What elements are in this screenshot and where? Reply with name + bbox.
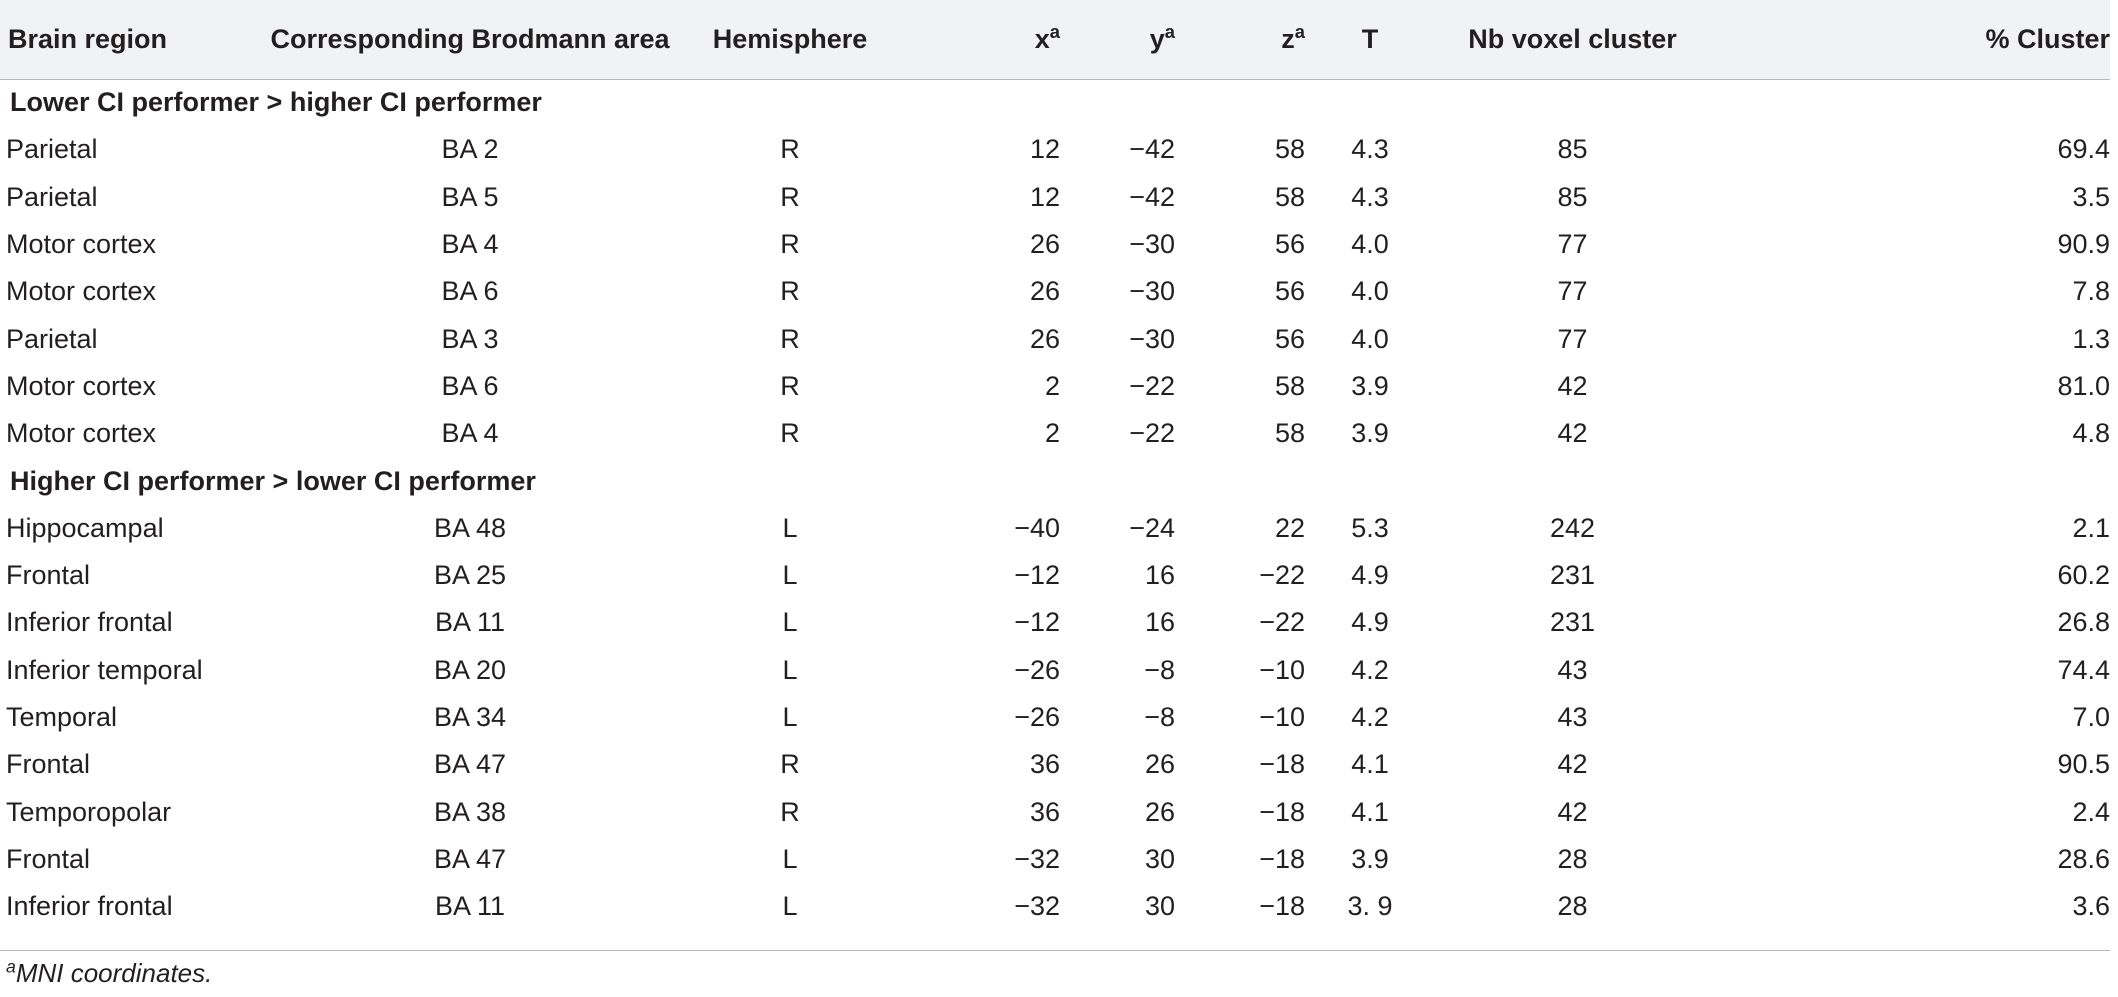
cell-brodmann-area: BA 34: [433, 702, 507, 732]
cell-nb-voxel: 85: [1557, 134, 1588, 165]
cell-pct-cluster: 4.8: [2072, 418, 2110, 449]
cell-y: −8: [1144, 702, 1175, 732]
cell-z: −22: [1259, 560, 1305, 591]
cell-nb-voxel: 42: [1557, 796, 1588, 827]
cell-z: −10: [1259, 654, 1305, 685]
cell-y: 26: [1144, 796, 1175, 827]
cell-t: 4.9: [1351, 560, 1389, 591]
cell-brain-region: Frontal: [6, 560, 91, 591]
cell-t: 4.2: [1351, 702, 1389, 732]
cell-hemisphere: R: [780, 229, 800, 260]
table-row: [0, 788, 2110, 835]
cell-x: −32: [1014, 843, 1060, 874]
header-y-label: y: [1149, 23, 1165, 54]
cell-brain-region: Inferior frontal: [6, 891, 173, 922]
cell-pct-cluster: 2.1: [2072, 512, 2110, 543]
cell-y: −8: [1144, 654, 1175, 685]
cell-z: −18: [1259, 891, 1305, 922]
header-z: [1175, 0, 1305, 79]
cell-brain-region: Inferior temporal: [6, 654, 203, 685]
cell-nb-voxel: 77: [1557, 276, 1588, 307]
table-row: [0, 836, 2110, 883]
cell-pct-cluster: 60.2: [2057, 560, 2110, 591]
cell-t: 4.0: [1351, 276, 1389, 307]
cell-y: −30: [1129, 276, 1175, 307]
cell-x: −12: [1014, 560, 1060, 591]
table-row: [0, 552, 2110, 599]
header-brodmann-area: Corresponding Brodmann area: [270, 0, 670, 79]
cell-pct-cluster: 90.5: [2057, 749, 2110, 780]
cell-hemisphere: L: [782, 607, 798, 638]
cell-hemisphere: L: [782, 560, 798, 591]
cell-pct-cluster: 2.4: [2072, 796, 2110, 827]
table-body: [0, 79, 2110, 930]
header-hemisphere: Hemisphere: [670, 0, 910, 79]
footnote: [6, 958, 212, 989]
cell-hemisphere: L: [782, 654, 798, 685]
cell-nb-voxel: 42: [1557, 749, 1588, 780]
cell-nb-voxel: 231: [1549, 607, 1596, 638]
header-nb-voxel: Nb voxel cluster: [1435, 0, 1710, 79]
cell-brain-region: Motor cortex: [6, 370, 157, 401]
cell-x: 2: [1044, 418, 1060, 449]
cell-x: 12: [1029, 134, 1060, 165]
cell-pct-cluster: 1.3: [2072, 323, 2110, 354]
header-x: [910, 0, 1060, 79]
cell-brain-region: Motor cortex: [6, 229, 157, 260]
cell-brodmann-area: BA 6: [441, 276, 499, 307]
cell-hemisphere: L: [782, 843, 798, 874]
cell-pct-cluster: 7.0: [2072, 702, 2110, 732]
cell-brodmann-area: BA 47: [433, 749, 507, 780]
cell-z: −10: [1259, 702, 1305, 732]
cell-y: 16: [1144, 607, 1175, 638]
cell-t: 5.3: [1351, 512, 1389, 543]
table-row: [0, 221, 2110, 268]
cell-hemisphere: R: [780, 276, 800, 307]
cell-hemisphere: R: [780, 370, 800, 401]
cell-z: 58: [1274, 370, 1305, 401]
cell-hemisphere: L: [782, 702, 798, 732]
cell-y: −30: [1129, 323, 1175, 354]
header-y-sup: a: [1164, 20, 1175, 42]
cell-x: 26: [1029, 323, 1060, 354]
cell-y: −30: [1129, 229, 1175, 260]
cell-brain-region: Frontal: [6, 843, 91, 874]
cell-nb-voxel: 43: [1557, 654, 1588, 685]
cell-t: 3. 9: [1347, 891, 1393, 922]
cell-nb-voxel: 242: [1549, 512, 1596, 543]
cell-pct-cluster: 81.0: [2057, 370, 2110, 401]
cell-y: −22: [1129, 370, 1175, 401]
cell-x: 2: [1044, 370, 1060, 401]
table-row: [0, 505, 2110, 552]
cell-brain-region: Frontal: [6, 749, 91, 780]
cell-y: −42: [1129, 181, 1175, 212]
cell-x: 36: [1029, 749, 1060, 780]
cell-z: −18: [1259, 796, 1305, 827]
table-row: [0, 315, 2110, 362]
cell-pct-cluster: 69.4: [2057, 134, 2110, 165]
cell-brodmann-area: BA 38: [433, 796, 507, 827]
cell-t: 4.1: [1351, 749, 1389, 780]
cell-t: 4.3: [1351, 181, 1389, 212]
header-row: [0, 0, 2110, 79]
cell-brain-region: Parietal: [6, 181, 98, 212]
table-row: [0, 410, 2110, 457]
table-row: [0, 363, 2110, 410]
header-z-sup: a: [1294, 20, 1305, 42]
table-row: [0, 268, 2110, 315]
cell-z: −18: [1259, 749, 1305, 780]
cell-y: 30: [1144, 843, 1175, 874]
cell-y: −22: [1129, 418, 1175, 449]
cell-nb-voxel: 85: [1557, 181, 1588, 212]
cell-hemisphere: R: [780, 323, 800, 354]
cell-z: 56: [1274, 323, 1305, 354]
section-header-row: [0, 457, 2110, 504]
cell-t: 4.0: [1351, 229, 1389, 260]
section-title: Lower CI performer > higher CI performer: [10, 87, 542, 118]
cell-x: 26: [1029, 229, 1060, 260]
header-x-sup: a: [1049, 20, 1060, 42]
cell-brodmann-area: BA 5: [441, 181, 499, 212]
cell-hemisphere: L: [782, 512, 798, 543]
cell-z: 56: [1274, 229, 1305, 260]
cell-t: 4.3: [1351, 134, 1389, 165]
cell-y: −42: [1129, 134, 1175, 165]
cell-pct-cluster: 90.9: [2057, 229, 2110, 260]
cell-x: −26: [1014, 654, 1060, 685]
cell-z: −18: [1259, 843, 1305, 874]
cell-hemisphere: L: [782, 891, 798, 922]
header-y: [1060, 0, 1175, 79]
cell-brain-region: Temporopolar: [6, 796, 172, 827]
cell-brain-region: Motor cortex: [6, 276, 157, 307]
cell-y: 26: [1144, 749, 1175, 780]
cell-hemisphere: R: [780, 796, 800, 827]
cell-z: 22: [1274, 512, 1305, 543]
cell-hemisphere: R: [780, 749, 800, 780]
section-header-row: [0, 79, 2110, 126]
cell-brodmann-area: BA 3: [441, 323, 499, 354]
cell-brain-region: Hippocampal: [6, 512, 164, 543]
cell-brodmann-area: BA 48: [433, 512, 507, 543]
cell-hemisphere: R: [780, 134, 800, 165]
cell-t: 4.1: [1351, 796, 1389, 827]
cell-x: −12: [1014, 607, 1060, 638]
cell-y: −24: [1129, 512, 1175, 543]
cell-nb-voxel: 42: [1557, 418, 1588, 449]
cell-brodmann-area: BA 11: [434, 607, 506, 638]
cell-z: 58: [1274, 181, 1305, 212]
section-title: Higher CI performer > lower CI performer: [10, 465, 536, 496]
cell-brodmann-area: BA 2: [441, 134, 499, 165]
cell-t: 3.9: [1351, 370, 1389, 401]
cell-z: 58: [1274, 418, 1305, 449]
cell-brain-region: Motor cortex: [6, 418, 157, 449]
cell-brain-region: Parietal: [6, 323, 98, 354]
table-row: [0, 126, 2110, 173]
cell-nb-voxel: 43: [1557, 702, 1588, 732]
cell-nb-voxel: 28: [1557, 843, 1588, 874]
cell-nb-voxel: 77: [1557, 323, 1588, 354]
cell-t: 3.9: [1351, 843, 1389, 874]
header-brain-region: Brain region: [0, 0, 270, 79]
header-x-label: x: [1034, 23, 1050, 54]
cell-brodmann-area: BA 20: [433, 654, 507, 685]
cell-pct-cluster: 3.5: [2072, 181, 2110, 212]
cell-nb-voxel: 42: [1557, 370, 1588, 401]
header-pct-cluster: % Cluster: [1710, 0, 2110, 79]
cell-y: 16: [1144, 560, 1175, 591]
cell-x: 36: [1029, 796, 1060, 827]
header-t: T: [1305, 0, 1435, 79]
table-row: [0, 741, 2110, 788]
header-z-label: z: [1281, 23, 1295, 54]
cell-pct-cluster: 26.8: [2057, 607, 2110, 638]
cell-brodmann-area: BA 25: [433, 560, 507, 591]
cell-nb-voxel: 231: [1549, 560, 1596, 591]
cell-y: 30: [1144, 891, 1175, 922]
cell-x: −26: [1014, 702, 1060, 732]
cell-x: −32: [1014, 891, 1060, 922]
footnote-marker: a: [6, 956, 16, 977]
cell-brodmann-area: BA 47: [433, 843, 507, 874]
cell-brodmann-area: BA 4: [441, 418, 499, 449]
cell-brain-region: Inferior frontal: [6, 607, 173, 638]
cell-x: 26: [1029, 276, 1060, 307]
cell-z: −22: [1259, 607, 1305, 638]
table-row: [0, 647, 2110, 694]
table-row: [0, 599, 2110, 646]
cell-pct-cluster: 74.4: [2057, 654, 2110, 685]
footnote-text: MNI coordinates.: [15, 958, 213, 988]
cell-pct-cluster: 3.6: [2072, 891, 2110, 922]
cell-z: 58: [1274, 134, 1305, 165]
cell-pct-cluster: 28.6: [2057, 843, 2110, 874]
cell-t: 4.0: [1351, 323, 1389, 354]
cell-brodmann-area: BA 6: [441, 370, 499, 401]
cell-t: 4.9: [1351, 607, 1389, 638]
cell-brodmann-area: BA 11: [434, 891, 506, 922]
table-row: [0, 694, 2110, 741]
cell-nb-voxel: 77: [1557, 229, 1588, 260]
cell-pct-cluster: 7.8: [2072, 276, 2110, 307]
cell-nb-voxel: 28: [1557, 891, 1588, 922]
cell-x: −40: [1014, 512, 1060, 543]
cell-brain-region: Parietal: [6, 134, 98, 165]
cell-brodmann-area: BA 4: [441, 229, 499, 260]
table-row: [0, 174, 2110, 221]
cell-hemisphere: R: [780, 418, 800, 449]
cell-hemisphere: R: [780, 181, 800, 212]
cell-brain-region: Temporal: [6, 702, 118, 732]
cell-x: 12: [1029, 181, 1060, 212]
cell-t: 3.9: [1351, 418, 1389, 449]
cell-t: 4.2: [1351, 654, 1389, 685]
cell-z: 56: [1274, 276, 1305, 307]
bottom-rule: [0, 950, 2110, 951]
table-row: [0, 883, 2110, 930]
